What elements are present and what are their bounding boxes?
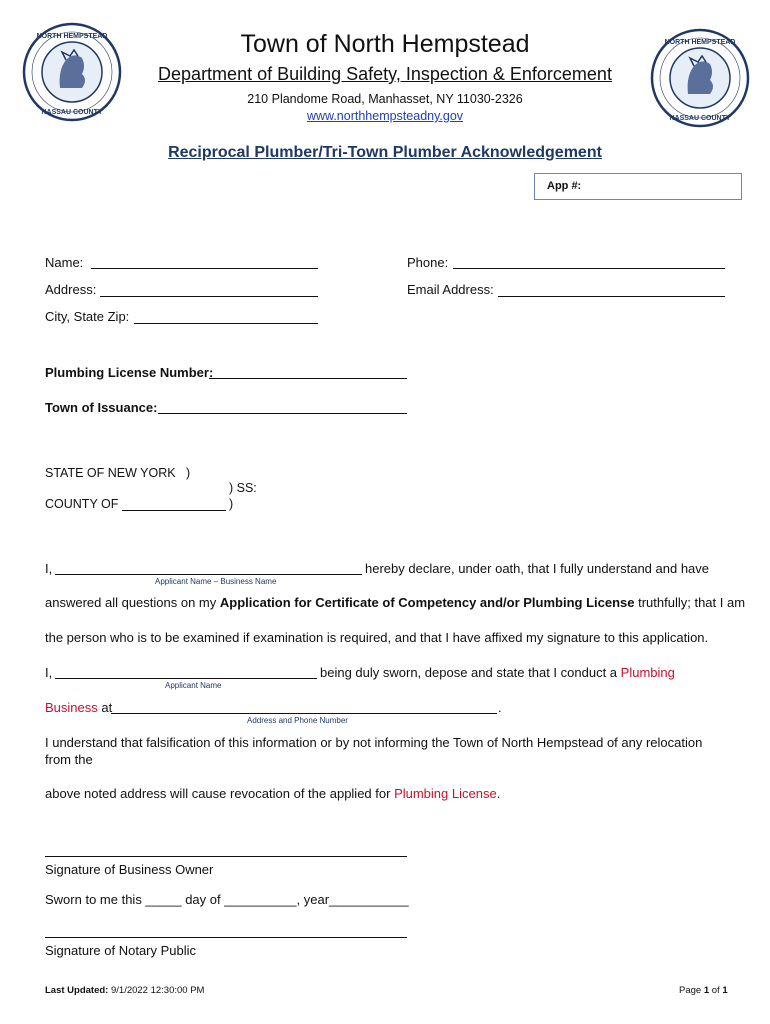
caption-address-phone: Address and Phone Number	[247, 716, 348, 725]
city-input-line[interactable]	[134, 323, 318, 324]
venue-ss: ) SS:	[229, 481, 257, 495]
owner-signature-label: Signature of Business Owner	[45, 862, 214, 877]
notary-signature-label: Signature of Notary Public	[45, 943, 197, 958]
venue-county: COUNTY OF	[45, 497, 119, 511]
declaration-i-2: I,	[45, 665, 53, 680]
form-title: Reciprocal Plumber/Tri-Town Plumber Acknowledgement	[168, 144, 602, 161]
declaration-line-1: hereby declare, under oath, that I fully understand and have	[365, 561, 710, 576]
caption-applicant-name: Applicant Name	[165, 681, 222, 690]
name-input-line[interactable]	[91, 268, 318, 269]
email-label: Email Address:	[407, 282, 494, 297]
app-number-field[interactable]	[534, 173, 742, 200]
county-input-line[interactable]	[122, 510, 226, 511]
declaration-i-1: I,	[45, 561, 53, 576]
license-input-line[interactable]	[209, 378, 407, 379]
name-label: Name:	[45, 255, 84, 270]
page-number: Page 1 of 1	[679, 985, 728, 996]
town-name: Town of North Hempstead	[240, 30, 530, 58]
owner-signature-line[interactable]	[45, 856, 407, 857]
website-link[interactable]: www.northhempsteadny.gov	[306, 109, 464, 123]
email-input-line[interactable]	[498, 296, 725, 297]
license-label: Plumbing License Number:	[45, 365, 214, 380]
applicant-business-name-line[interactable]	[55, 574, 362, 575]
declaration-line-4: being duly sworn, depose and state that I conduct a Plumbing	[320, 665, 675, 680]
notary-signature-line[interactable]	[45, 937, 407, 938]
department-address: 210 Plandome Road, Manhasset, NY 11030-2326	[247, 92, 523, 106]
declaration-line-5-end: .	[498, 700, 502, 715]
app-number-label: App #:	[547, 180, 582, 192]
venue-county-close: )	[229, 497, 234, 511]
phone-input-line[interactable]	[453, 268, 725, 269]
address-phone-line[interactable]	[111, 713, 497, 714]
caption-applicant-business: Applicant Name – Business Name	[155, 577, 277, 586]
svg-text:NORTH HEMPSTEAD: NORTH HEMPSTEAD	[36, 33, 108, 40]
svg-text:NASSAU COUNTY: NASSAU COUNTY	[41, 109, 103, 116]
svg-text:NORTH HEMPSTEAD: NORTH HEMPSTEAD	[664, 39, 736, 46]
venue-state: STATE OF NEW YORK )	[45, 466, 191, 480]
phone-label: Phone:	[407, 255, 449, 270]
applicant-name-line[interactable]	[55, 678, 317, 679]
declaration-line-5: Business at	[45, 700, 113, 715]
last-updated: Last Updated: 9/1/2022 12:30:00 PM	[45, 985, 205, 996]
town-issuance-label: Town of Issuance:	[45, 400, 158, 415]
declaration-line-7: above noted address will cause revocation of the applied for Plumbing License.	[45, 786, 501, 801]
declaration-line-6b: from the	[45, 752, 93, 767]
sworn-line: Sworn to me this _____ day of __________, year___________	[45, 892, 409, 907]
town-issuance-input-line[interactable]	[158, 413, 407, 414]
declaration-line-6: I understand that falsification of this information or by not informing the Town of North Hempstead of any relocation	[45, 735, 703, 750]
svg-text:NASSAU COUNTY: NASSAU COUNTY	[669, 115, 731, 122]
address-label: Address:	[45, 282, 97, 297]
declaration-line-2: answered all questions on my Application for Certificate of Competency and/or Plumbing License truthfully; that I am	[45, 595, 746, 610]
declaration-line-3: the person who is to be examined if examination is required, and that I have affixed my signature to this application.	[45, 630, 709, 645]
city-label: City, State Zip:	[45, 309, 130, 324]
address-input-line[interactable]	[100, 296, 318, 297]
department-name: Department of Building Safety, Inspection & Enforcement	[158, 64, 612, 84]
